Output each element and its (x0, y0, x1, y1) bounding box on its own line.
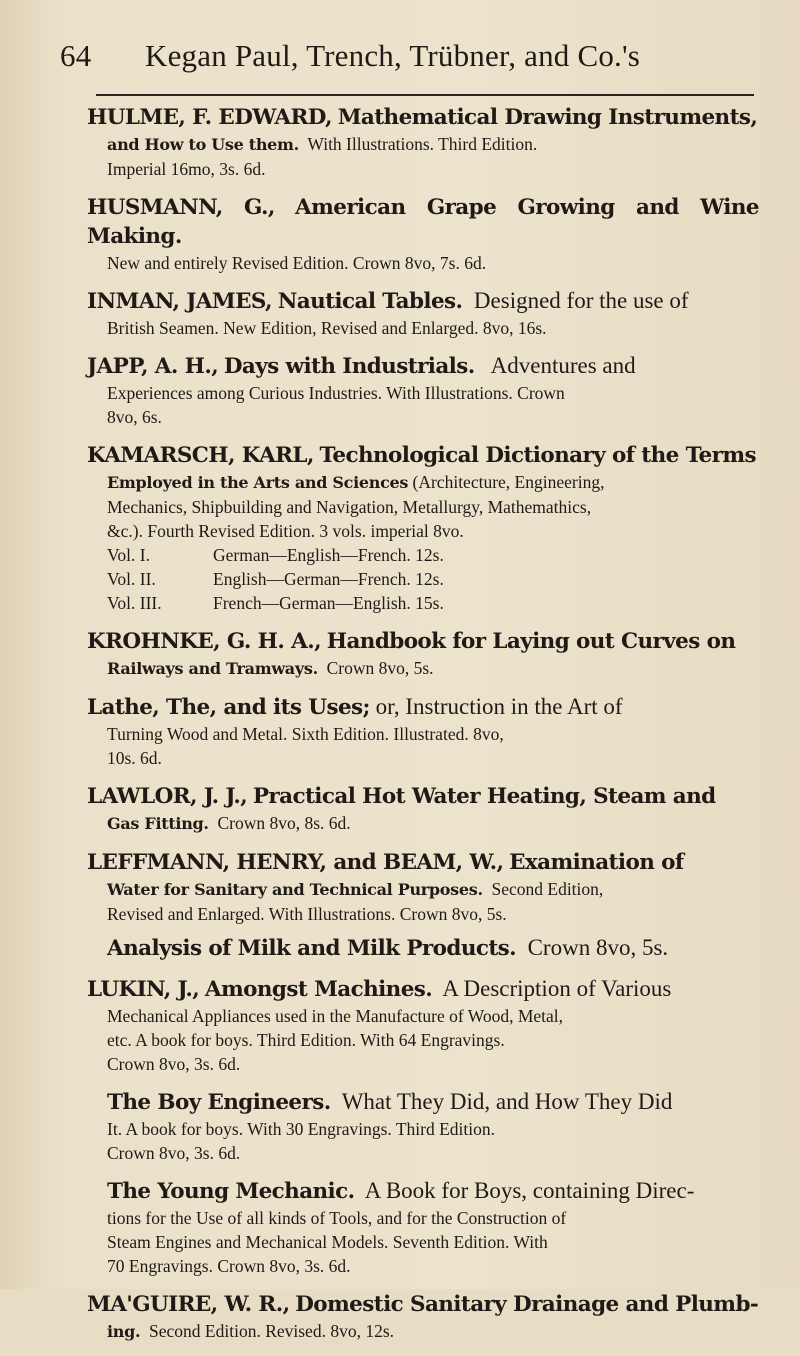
entry-author: JAPP, A. H., (87, 354, 219, 379)
entry-details: Crown 8vo, 3s. 6d. (107, 1054, 241, 1074)
catalogue-entry (87, 693, 759, 770)
entry-details: 8vo, 6s. (107, 407, 162, 427)
catalogue-entry (87, 1088, 759, 1165)
catalogue-entry (87, 848, 759, 926)
entry-details: New and entirely Revised Edition. Crown 8vo, 7s. 6d. (107, 253, 487, 273)
catalogue-entry (87, 352, 759, 429)
entry-title-cont: Water for Sanitary and Technical Purposes. (107, 880, 483, 899)
catalogue-entry (87, 782, 759, 836)
entry-author: LUKIN, J., (87, 977, 200, 1002)
entry-title: Amongst Machines. (204, 977, 433, 1002)
catalogue-entry (87, 975, 759, 1076)
entry-details: A Description of Various (442, 976, 672, 1001)
entry-details: Crown 8vo, 3s. 6d. (107, 1143, 241, 1163)
entry-author: KAMARSCH, KARL, (87, 443, 314, 468)
entry-title: The Boy Engineers. (107, 1090, 331, 1115)
entry-title: Technological Dictionary of the Terms (319, 443, 756, 468)
volume-number: Vol. I. (107, 545, 150, 565)
entry-details: Mechanical Appliances used in the Manufacture of Wood, Metal, (107, 1006, 564, 1026)
entry-details: What They Did, and How They Did (341, 1089, 673, 1114)
entry-title: Domestic Sanitary Drainage and Plumb- (295, 1292, 759, 1317)
entry-details: 70 Engravings. Crown 8vo, 3s. 6d. (107, 1256, 351, 1276)
entry-title: Analysis of Milk and Milk Products. (107, 936, 517, 961)
entry-details: It. A book for boys. With 30 Engravings. Third Edition. (107, 1119, 496, 1139)
entry-details: British Seamen. New Edition, Revised and Enlarged. 8vo, 16s. (107, 318, 547, 338)
entry-details: etc. A book for boys. Third Edition. With 64 Engravings. (107, 1030, 505, 1050)
entry-title-cont: and How to Use them. (107, 135, 299, 154)
entry-title: Practical Hot Water Heating, Steam and (252, 784, 716, 809)
entry-author: HUSMANN, G., (87, 195, 275, 220)
entry-details: Crown 8vo, 8s. 6d. (217, 813, 351, 833)
entry-title-cont: Gas Fitting. (107, 814, 209, 833)
volume-number: Vol. III. (107, 593, 162, 613)
entry-details: Revised and Enlarged. With Illustrations. Crown 8vo, 5s. (107, 904, 507, 924)
entry-author: INMAN, JAMES, (87, 289, 272, 314)
entry-author: KROHNKE, G. H. A., (87, 629, 321, 654)
entry-title: Nautical Tables. (277, 289, 463, 314)
page-header (60, 38, 760, 74)
entry-details: Second Edition. Revised. 8vo, 12s. (149, 1321, 395, 1341)
entry-details: Crown 8vo, 5s. (527, 935, 669, 960)
entry-author: HULME, F. EDWARD, (87, 105, 332, 130)
entry-title-cont: Railways and Tramways. (107, 659, 318, 678)
entry-details: or, Instruction in the Art of (375, 694, 623, 719)
catalogue-entry (87, 934, 759, 963)
entry-details: Adventures and (490, 353, 636, 378)
entry-details: Crown 8vo, 5s. (326, 658, 434, 678)
entry-author: LEFFMANN, HENRY, and BEAM, W., (87, 850, 504, 875)
catalogue-entry (87, 193, 759, 275)
entry-details: &c.). Fourth Revised Edition. 3 vols. imperial 8vo. (107, 521, 464, 541)
catalogue-entry (87, 441, 759, 615)
volume-details: German—English—French. 12s. (213, 545, 444, 565)
catalogue-entry (87, 287, 759, 340)
running-title: Kegan Paul, Trench, Trübner, and Co.'s (145, 38, 641, 73)
entry-details: Turning Wood and Metal. Sixth Edition. Illustrated. 8vo, (107, 724, 504, 744)
entry-title: Mathematical Drawing Instruments, (337, 105, 758, 130)
entry-title: The Young Mechanic. (107, 1179, 355, 1204)
entry-details: (Architecture, Engineering, (412, 472, 605, 492)
volume-details: English—German—French. 12s. (213, 569, 444, 589)
volume-number: Vol. II. (107, 569, 156, 589)
entry-details: Second Edition, (491, 879, 604, 899)
entry-title: Days with Industrials. (223, 354, 475, 379)
entry-details: A Book for Boys, containing Direc- (364, 1178, 695, 1203)
catalogue-entry (87, 1177, 759, 1278)
entry-details: Designed for the use of (473, 288, 689, 313)
entry-details: With Illustrations. Third Edition. (307, 134, 538, 154)
entry-title: Handbook for Laying out Curves on (326, 629, 736, 654)
catalogue-entry (87, 1290, 759, 1344)
entry-author: LAWLOR, J. J., (87, 784, 248, 809)
header-rule (96, 94, 754, 96)
entry-details: tions for the Use of all kinds of Tools, and for the Construction of (107, 1208, 567, 1228)
entry-title: Lathe, The, and its Uses; (87, 695, 370, 720)
page-number: 64 (60, 38, 92, 73)
entry-details: Experiences among Curious Industries. With Illustrations. Crown (107, 383, 565, 403)
catalogue-entries (87, 103, 759, 1356)
volume-details: French—German—English. 15s. (213, 593, 444, 613)
entry-details: Imperial 16mo, 3s. 6d. (107, 159, 266, 179)
entry-title: American Grape Growing and Wine Making. (87, 195, 759, 249)
volume-line (87, 543, 759, 567)
entry-details: 10s. 6d. (107, 748, 162, 768)
entry-title-cont: Employed in the Arts and Sciences (107, 473, 409, 492)
catalogue-entry (87, 627, 759, 681)
entry-title-cont: ing. (107, 1322, 141, 1341)
catalogue-entry (87, 103, 759, 181)
volume-line (87, 567, 759, 591)
entry-details: Steam Engines and Mechanical Models. Seventh Edition. With (107, 1232, 548, 1252)
entry-author: MA'GUIRE, W. R., (87, 1292, 290, 1317)
volume-line (87, 591, 759, 615)
entry-title: Examination of (509, 850, 684, 875)
entry-details: Mechanics, Shipbuilding and Navigation, Metallurgy, Mathemathics, (107, 497, 592, 517)
